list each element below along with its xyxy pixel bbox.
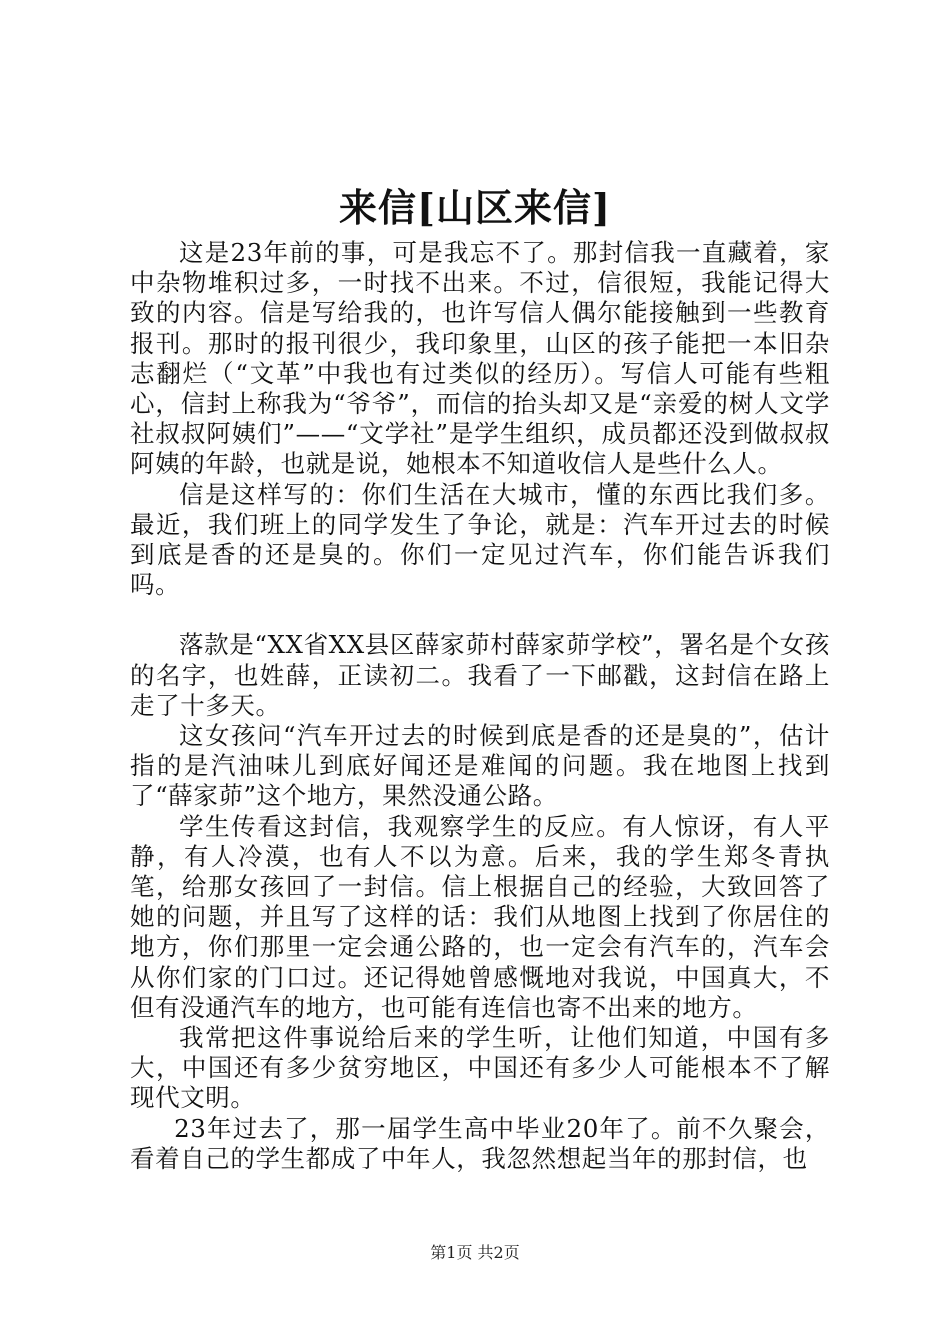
paragraph: 我常把这件事说给后来的学生听，让他们知道，中国有多大，中国还有多少贫穷地区，中国还有多少人可能根本不了解现代文明。 [130,1023,830,1113]
paragraph: 这是23年前的事，可是我忘不了。那封信我一直藏着，家中杂物堆积过多，一时找不出来。不过，信很短，我能记得大致的内容。信是写给我的，也许写信人偶尔能接触到一些教育报刊。那时的报刊很少，我印象里，山区的孩子能把一本旧杂志翻烂（“文革”中我也有过类似的经历）。写信人可能有些粗心，信封上称我为“爷爷”，而信的抬头却又是“亲爱的树人文学社叔叔阿姨们”——“文学社”是学生组织，成员都还没到做叔叔阿姨的年龄，也就是说，她根本不知道收信人是些什么人。 [130,238,830,479]
document-title: 来信[山区来信] [339,185,611,230]
paragraph: 23年过去了，那一届学生高中毕业20年了。前不久聚会，看着自己的学生都成了中年人，我忽然想起当年的那封信，也 [130,1113,830,1173]
paragraph: 信是这样写的：你们生活在大城市，懂的东西比我们多。最近，我们班上的同学发生了争论，就是：汽车开过去的时候到底是香的还是臭的。你们一定见过汽车，你们能告诉我们吗。 [130,479,830,600]
paragraph: 这女孩问“汽车开过去的时候到底是香的还是臭的”，估计指的是汽油味儿到底好闻还是难闻的问题。我在地图上找到了“薛家茆”这个地方，果然没通公路。 [130,721,830,811]
document-body [130,238,830,1174]
paragraph: 落款是“XX省XX县区薛家茆村薛家茆学校”，署名是个女孩的名字，也姓薛，正读初二。我看了一下邮戳，这封信在路上走了十多天。 [130,630,830,720]
page-number-footer: 第1页 共2页 [430,1243,520,1262]
paragraph: 学生传看这封信，我观察学生的反应。有人惊讶，有人平静，有人冷漠，也有人不以为意。后来，我的学生郑冬青执笔，给那女孩回了一封信。信上根据自己的经验，大致回答了她的问题，并且写了这样的话：我们从地图上找到了你居住的地方，你们那里一定会通公路的，也一定会有汽车的，汽车会从你们家的门口过。还记得她曾感慨地对我说，中国真大，不但有没通汽车的地方，也可能有连信也寄不出来的地方。 [130,811,830,1022]
